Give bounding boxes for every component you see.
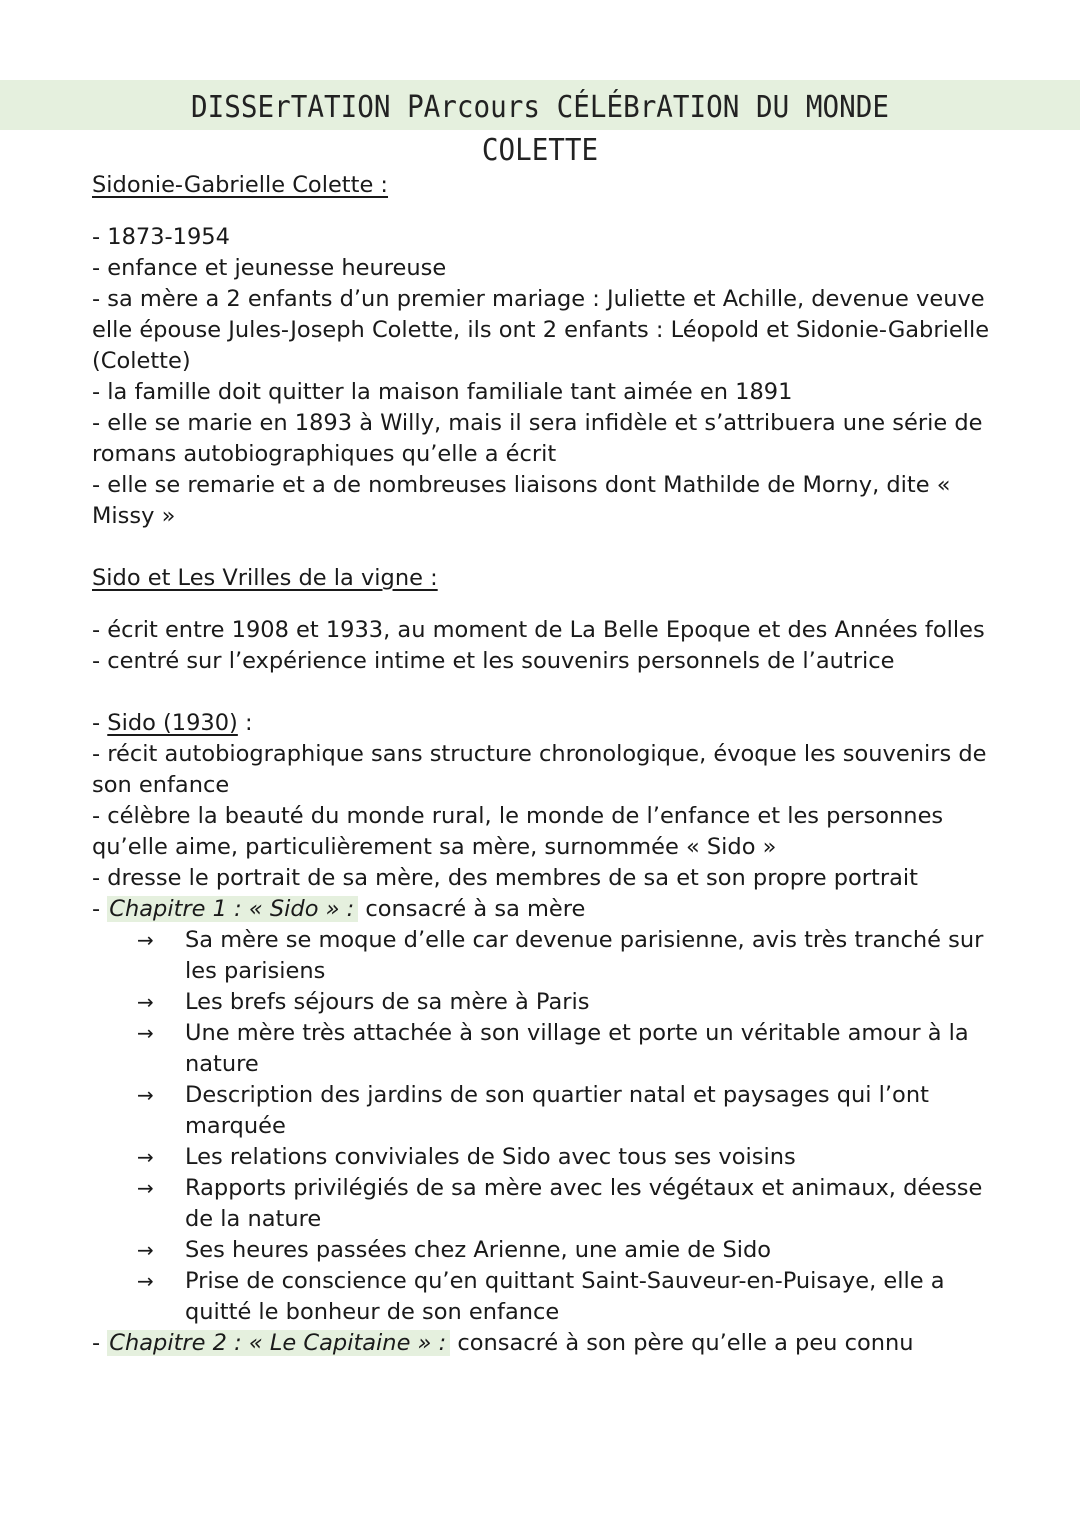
sido-heading — [92, 708, 992, 739]
arrow-list-item — [92, 1173, 992, 1235]
page-subtitle: COLETTE — [481, 133, 599, 168]
spacer — [92, 532, 992, 563]
spacer — [92, 201, 992, 222]
arrow-list-item — [92, 987, 992, 1018]
arrow-right-icon: → — [137, 1238, 154, 1262]
arrow-list-text: Prise de conscience qu’en quittant Saint-Sauveur-en-Puisaye, elle a quitté le bonheur de son enfance — [185, 1268, 945, 1325]
chapter-2-label: Chapitre 2 : « Le Capitaine » : — [107, 1330, 450, 1356]
chapter-2-heading — [92, 1328, 992, 1359]
document-body — [92, 170, 992, 1359]
arrow-list-item — [92, 1266, 992, 1328]
sido-heading-suffix: : — [237, 710, 253, 736]
arrow-list-item — [92, 1142, 992, 1173]
arrow-list-text: Ses heures passées chez Arienne, une amie de Sido — [185, 1237, 772, 1263]
arrow-list-text: Les brefs séjours de sa mère à Paris — [185, 989, 590, 1015]
sido-item: - récit autobiographique sans structure chronologique, évoque les souvenirs de son enfance — [92, 741, 987, 798]
arrow-right-icon: → — [137, 1145, 154, 1169]
arrow-right-icon: → — [137, 1083, 154, 1107]
chapter-1-label: Chapitre 1 : « Sido » : — [107, 896, 358, 922]
section-title-works: Sido et Les Vrilles de la vigne : — [92, 565, 438, 591]
arrow-list-item — [92, 1080, 992, 1142]
bio-item: - la famille doit quitter la maison familiale tant aimée en 1891 — [92, 379, 793, 405]
chapter-1-heading — [92, 894, 992, 925]
arrow-list-text: Description des jardins de son quartier natal et paysages qui l’ont marquée — [185, 1082, 929, 1139]
page-title: DISSErTATION PArcours CÉLÉBrATION DU MONDE — [191, 90, 889, 125]
arrow-list-text: Une mère très attachée à son village et porte un véritable amour à la nature — [185, 1020, 969, 1077]
arrow-right-icon: → — [137, 990, 154, 1014]
arrow-list-item — [92, 925, 992, 987]
arrow-right-icon: → — [137, 928, 154, 952]
sido-item: - célèbre la beauté du monde rural, le monde de l’enfance et les personnes qu’elle aime, particulièrement sa mère, surnommée « Sido » — [92, 803, 944, 860]
sido-heading-title: Sido (1930) — [107, 710, 238, 736]
works-item: - centré sur l’expérience intime et les souvenirs personnels de l’autrice — [92, 648, 895, 674]
chapter-2-prefix: - — [92, 1330, 108, 1356]
bio-item: - elle se marie en 1893 à Willy, mais il sera infidèle et s’attribuera une série de romans autobiographiques qu’elle a écrit — [92, 410, 983, 467]
arrow-right-icon: → — [137, 1176, 154, 1200]
arrow-list-text: Les relations conviviales de Sido avec tous ses voisins — [185, 1144, 796, 1170]
chapter-1-text: consacré à sa mère — [358, 896, 586, 922]
arrow-right-icon: → — [137, 1021, 154, 1045]
spacer — [92, 677, 992, 708]
arrow-right-icon: → — [137, 1269, 154, 1293]
arrow-list-text: Sa mère se moque d’elle car devenue parisienne, avis très tranché sur les parisiens — [185, 927, 984, 984]
arrow-list-item — [92, 1235, 992, 1266]
sido-heading-prefix: - — [92, 710, 108, 736]
arrow-list-text: Rapports privilégiés de sa mère avec les végétaux et animaux, déesse de la nature — [185, 1175, 983, 1232]
spacer — [92, 594, 992, 615]
section-title-biography: Sidonie-Gabrielle Colette : — [92, 172, 389, 198]
sido-item: - dresse le portrait de sa mère, des membres de sa et son propre portrait — [92, 865, 918, 891]
bio-item: - 1873-1954 — [92, 224, 230, 250]
works-item: - écrit entre 1908 et 1933, au moment de La Belle Epoque et des Années folles — [92, 617, 985, 643]
chapter-1-prefix: - — [92, 896, 108, 922]
chapter-2-text: consacré à son père qu’elle a peu connu — [450, 1330, 914, 1356]
bio-item: - enfance et jeunesse heureuse — [92, 255, 447, 281]
chapter-1-points — [92, 925, 992, 1328]
arrow-list-item — [92, 1018, 992, 1080]
bio-item: - sa mère a 2 enfants d’un premier mariage : Juliette et Achille, devenue veuve elle épouse Jules-Joseph Colette, ils ont 2 enfants : Léopold et Sidonie-Gabrielle (Colette) — [92, 286, 990, 374]
bio-item: - elle se remarie et a de nombreuses liaisons dont Mathilde de Morny, dite « Missy » — [92, 472, 951, 529]
